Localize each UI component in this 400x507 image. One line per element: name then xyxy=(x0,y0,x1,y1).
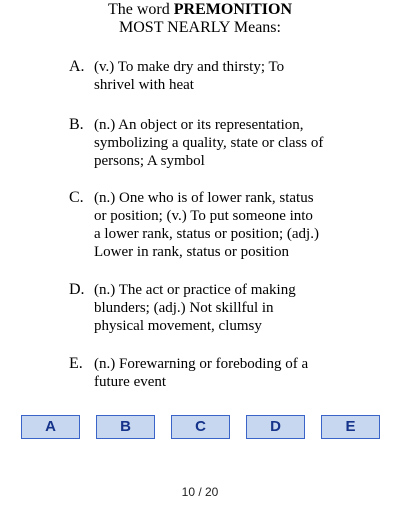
choice-e-letter: E. xyxy=(69,355,83,372)
choice-a-letter: A. xyxy=(69,58,85,75)
definition-line: Lower in rank, status or position xyxy=(94,244,289,260)
answer-e-button[interactable]: E xyxy=(321,415,380,439)
definition-line: symbolizing a quality, state or class of xyxy=(94,135,324,151)
definition-line: (n.) One who is of lower rank, status xyxy=(94,190,314,206)
definition-line: or position; (v.) To put someone into xyxy=(94,208,313,224)
answer-d-button[interactable]: D xyxy=(246,415,305,439)
choice-c-definition xyxy=(94,189,374,261)
question-line-2: MOST NEARLY Means: xyxy=(119,19,281,36)
choice-d-letter: D. xyxy=(69,281,85,298)
definition-line: persons; A symbol xyxy=(94,153,205,169)
question-prefix: The word xyxy=(108,1,174,18)
choice-b-letter: B. xyxy=(69,116,84,133)
definition-line: physical movement, clumsy xyxy=(94,318,262,334)
definition-line: (n.) Forewarning or foreboding of a xyxy=(94,356,309,372)
answer-b-button[interactable]: B xyxy=(96,415,155,439)
definition-line: (v.) To make dry and thirsty; To xyxy=(94,59,285,75)
choice-d-definition xyxy=(94,281,374,335)
answer-c-button[interactable]: C xyxy=(171,415,230,439)
definition-line: a lower rank, status or position; (adj.) xyxy=(94,226,319,242)
choice-a-definition xyxy=(94,58,374,94)
choice-b-definition xyxy=(94,116,374,170)
question-word: PREMONITION xyxy=(173,1,292,18)
definition-line: (n.) The act or practice of making xyxy=(94,282,296,298)
question-prompt xyxy=(0,1,400,37)
choice-e-definition xyxy=(94,355,374,391)
question-progress: 10 / 20 xyxy=(181,485,219,499)
choice-c-letter: C. xyxy=(69,189,84,206)
definition-line: future event xyxy=(94,374,167,390)
definition-line: shrivel with heat xyxy=(94,77,194,93)
question-line-1 xyxy=(0,1,400,19)
answer-a-button[interactable]: A xyxy=(21,415,80,439)
definition-line: (n.) An object or its representation, xyxy=(94,117,304,133)
definition-line: blunders; (adj.) Not skillful in xyxy=(94,300,274,316)
